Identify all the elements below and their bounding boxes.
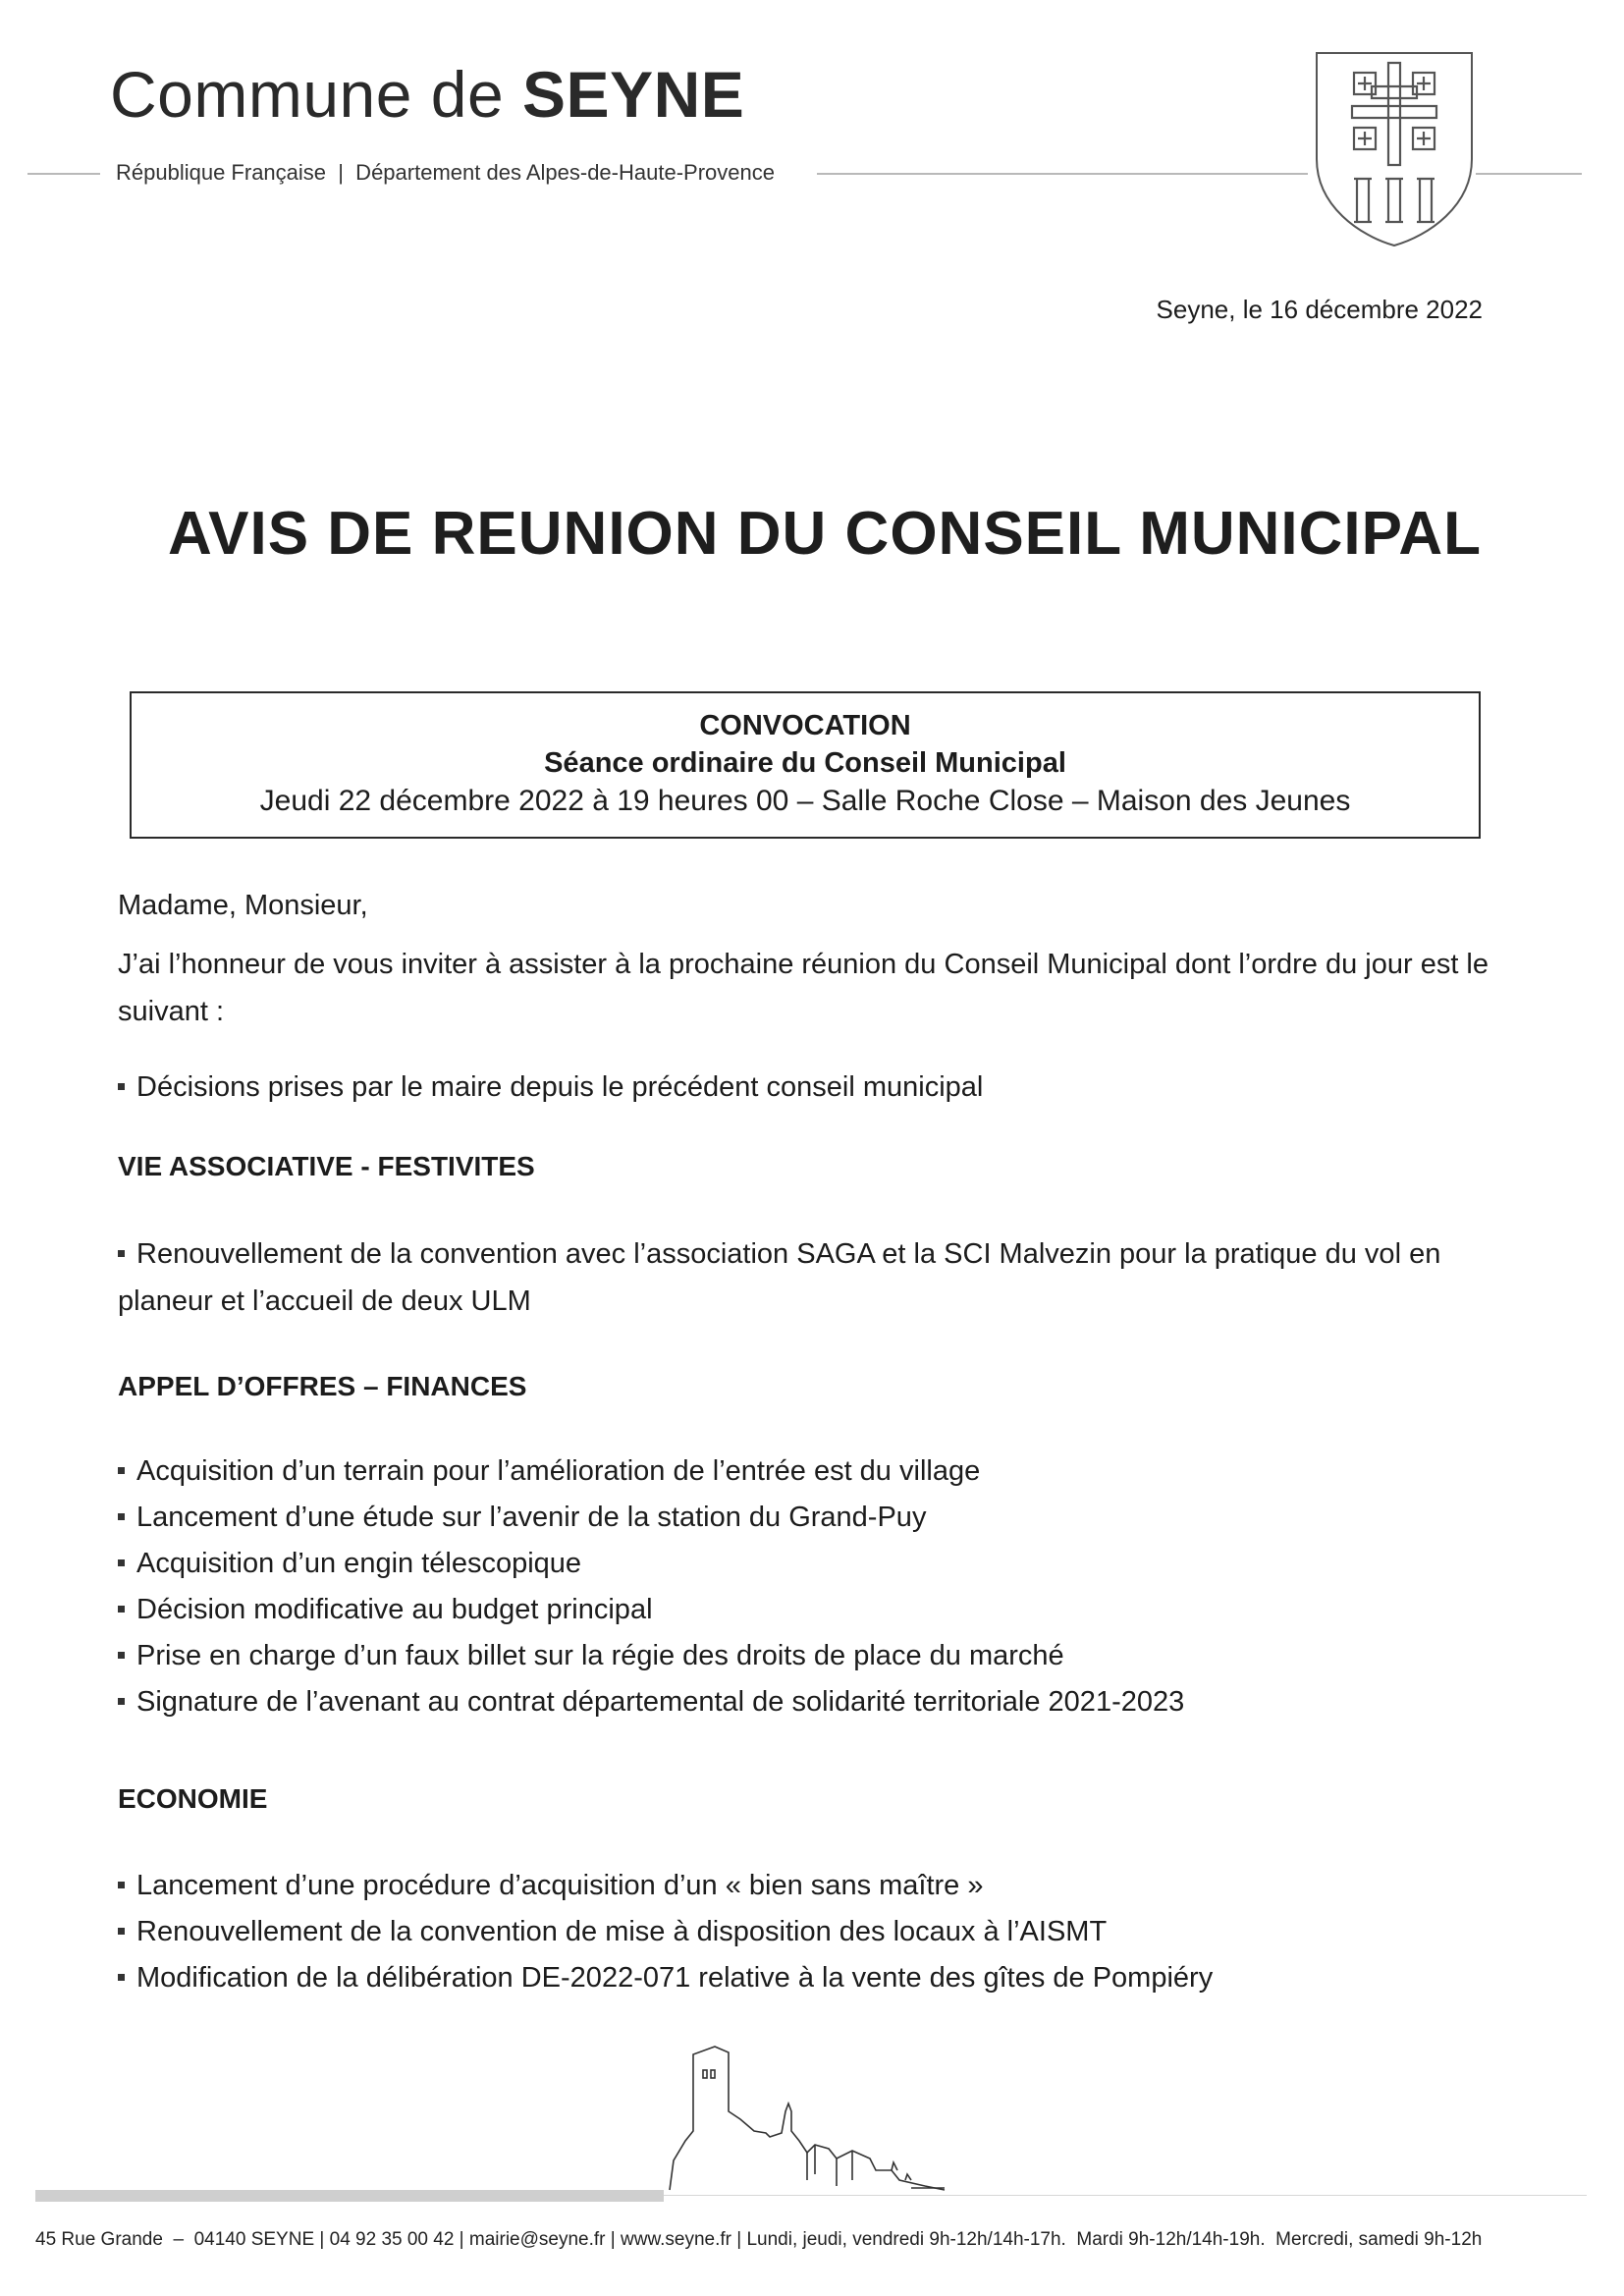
- convocation-date-location: Jeudi 22 décembre 2022 à 19 heures 00 – Salle Roche Close – Maison des Jeunes: [259, 785, 1351, 817]
- economie-list: [118, 1863, 1213, 2001]
- square-bullet-icon: [118, 1083, 125, 1090]
- agenda-item-text: Signature de l’avenant au contrat départemental de solidarité territoriale 2021-2023: [136, 1686, 1185, 1718]
- agenda-item-text: Modification de la délibération DE-2022-071 relative à la vente des gîtes de Pompiéry: [136, 1962, 1214, 1994]
- convocation-session: Séance ordinaire du Conseil Municipal: [544, 747, 1066, 779]
- vie-associative-list: [118, 1230, 1492, 1325]
- section-heading-vie-associative: VIE ASSOCIATIVE - FESTIVITES: [118, 1151, 535, 1181]
- list-item: [118, 1449, 1184, 1495]
- agenda-item-text: Lancement d’une étude sur l’avenir de la station du Grand-Puy: [136, 1502, 927, 1533]
- header-subtitle: République Française | Département des Alpes-de-Haute-Provence: [116, 160, 775, 185]
- agenda-item-text: Décision modificative au budget principal: [136, 1594, 653, 1625]
- intro-paragraph: J’ai l’honneur de vous inviter à assister à la prochaine réunion du Conseil Municipal dont l’ordre du jour est le suivant :: [118, 949, 1489, 1027]
- general-agenda-list: [118, 1065, 983, 1111]
- header-rule-middle: [817, 173, 1308, 175]
- square-bullet-icon: [118, 1652, 125, 1659]
- square-bullet-icon: [118, 1882, 125, 1888]
- agenda-item-text: Prise en charge d’un faux billet sur la régie des droits de place du marché: [136, 1640, 1064, 1671]
- list-item: [118, 1065, 983, 1111]
- footer-contact-info: 45 Rue Grande – 04140 SEYNE | 04 92 35 00 42 | mairie@seyne.fr | www.seyne.fr | Lundi, jeudi, vendredi 9h-12h/14h-17h. Mardi 9h-12h/14h-19h. Mercredi, samedi 9h-12h: [35, 2229, 1483, 2250]
- agenda-item-text: Acquisition d’un terrain pour l’amélioration de l’entrée est du village: [136, 1455, 981, 1487]
- page-title: AVIS DE REUNION DU CONSEIL MUNICIPAL: [167, 500, 1483, 568]
- agenda-item-text: Lancement d’une procédure d’acquisition d’un « bien sans maître »: [136, 1870, 984, 1901]
- salutation: Madame, Monsieur,: [118, 890, 368, 921]
- footer-bar: [35, 2190, 664, 2202]
- list-item: [118, 1495, 1184, 1541]
- commune-name: SEYNE: [522, 58, 745, 131]
- square-bullet-icon: [118, 1250, 125, 1257]
- list-item: [118, 1909, 1213, 1955]
- square-bullet-icon: [118, 1559, 125, 1566]
- list-item: [118, 1541, 1184, 1587]
- agenda-item-text: Renouvellement de la convention avec l’association SAGA et la SCI Malvezin pour la pratique du vol en planeur et l’accueil de deux ULM: [118, 1238, 1441, 1317]
- document-date: Seyne, le 16 décembre 2022: [1156, 295, 1483, 324]
- list-item: [118, 1955, 1213, 2001]
- convocation-box: [130, 691, 1481, 839]
- footer-rule: [664, 2195, 1587, 2196]
- section-heading-economie: ECONOMIE: [118, 1783, 268, 1814]
- appel-offres-list: [118, 1449, 1184, 1725]
- list-item: [118, 1587, 1184, 1633]
- commune-title: [110, 55, 744, 134]
- section-heading-appel-offres: APPEL D’OFFRES – FINANCES: [118, 1371, 527, 1401]
- square-bullet-icon: [118, 1974, 125, 1981]
- square-bullet-icon: [118, 1467, 125, 1474]
- list-item: [118, 1679, 1184, 1725]
- list-item: [118, 1230, 1492, 1325]
- square-bullet-icon: [118, 1513, 125, 1520]
- convocation-heading: CONVOCATION: [699, 710, 911, 741]
- coat-of-arms-icon: [1311, 49, 1478, 250]
- village-skyline-illustration: [660, 2043, 974, 2198]
- square-bullet-icon: [118, 1928, 125, 1935]
- header-rule-right: [1476, 173, 1582, 175]
- commune-title-prefix: Commune de: [110, 58, 523, 131]
- square-bullet-icon: [118, 1698, 125, 1705]
- list-item: [118, 1633, 1184, 1679]
- agenda-item-text: Décisions prises par le maire depuis le précédent conseil municipal: [136, 1071, 984, 1103]
- list-item: [118, 1863, 1213, 1909]
- square-bullet-icon: [118, 1606, 125, 1613]
- agenda-item-text: Renouvellement de la convention de mise à disposition des locaux à l’AISMT: [136, 1916, 1108, 1947]
- agenda-item-text: Acquisition d’un engin télescopique: [136, 1548, 582, 1579]
- header-rule-left: [27, 173, 100, 175]
